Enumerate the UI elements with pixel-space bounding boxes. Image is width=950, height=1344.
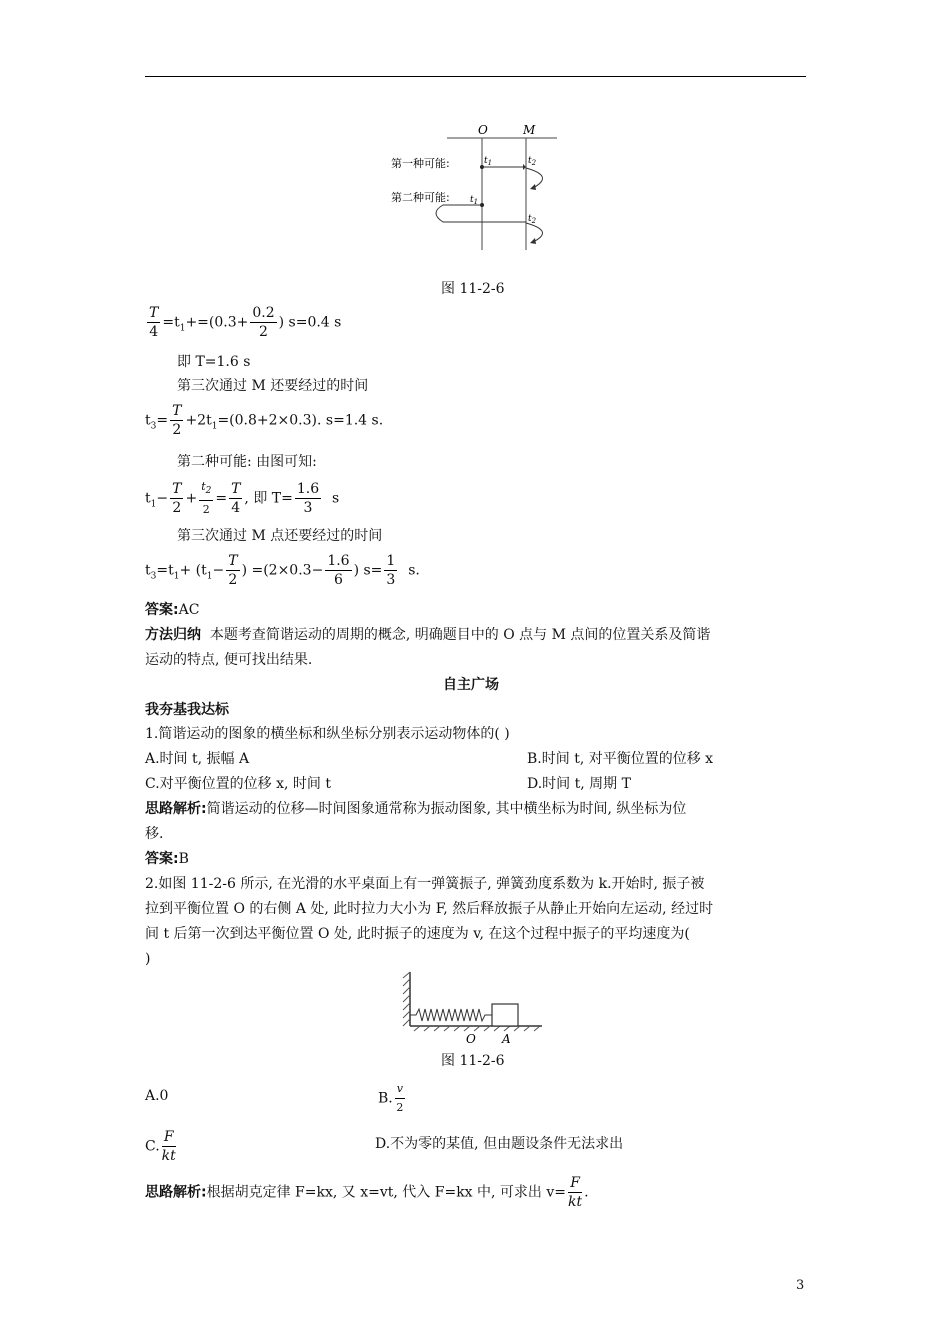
frac-02-2: $\frac{0.2}{2}$	[252, 305, 275, 340]
header-rule	[145, 76, 806, 77]
row1-turn-arrowhead	[530, 184, 536, 190]
row2-label: 第二种可能:	[391, 191, 450, 204]
solution-line-1: $\frac{T}{4}$ $=t_1+=(0.3+$ $\frac{0.2}{2}$ ) s=0.4 s	[149, 305, 342, 340]
q2-stem-line3: 间 t 后第一次到达平衡位置 O 处, 此时振子的速度为 v, 在这个过程中振子的平均速度为(	[145, 926, 690, 942]
solution-line-8: $t_3=t_1+ (t_1-$ $\frac{T}{2}$ ) =(2×0.3− $\frac{1.6}{6}$ ) s= $\frac{1}{3}$ s.	[145, 553, 420, 588]
figure2-caption: 图 11-2-6	[441, 1053, 505, 1069]
solution-line-3: 第三次通过 M 还要经过的时间	[177, 378, 369, 394]
label-O: O	[478, 123, 488, 137]
q2-stem-line1: 2.如图 11-2-6 所示, 在光滑的水平桌面上有一弹簧振子, 弹簧劲度系数为 k.开始时, 振子被	[145, 876, 705, 892]
label-M: M	[523, 123, 536, 137]
solution-line-7: 第三次通过 M 点还要经过的时间	[177, 528, 383, 544]
solution-line-2: 即 T=1.6 s	[177, 354, 251, 370]
q2-analysis: 思路解析:根据胡克定律 F=kx, 又 x=vt, 代入 F=kx 中, 可求出 v= $\frac{F}{kt}$ .	[145, 1175, 589, 1210]
answer1: 答案:AC	[145, 602, 200, 618]
label-O: O	[466, 1032, 476, 1046]
solution-line-6: $t_1-$ $\frac{T}{2}$ + $\frac{t_2}{2}$ = $\frac{T}{4}$ , 即 T= $\frac{1.6}{3}$ s	[145, 480, 340, 517]
page-number: 3	[796, 1278, 805, 1293]
q2-stem-line2: 拉到平衡位置 O 的右侧 A 处, 此时拉力大小为 F, 然后释放振子从静止开始向左运动, 经过时	[145, 901, 714, 917]
q2-option-d: D.不为零的某值, 但由题设条件无法求出	[375, 1136, 624, 1152]
row2-turn-arrowhead	[530, 238, 536, 244]
q2-option-c: C. $\frac{F}{kt}$	[145, 1129, 176, 1164]
solution-line-5: 第二种可能: 由图可知:	[177, 454, 317, 470]
q1-analysis-line1: 思路解析:简谐运动的位移—时间图象通常称为振动图象, 其中横坐标为时间, 纵坐标为位	[145, 801, 687, 817]
figure-timeline-diagram	[385, 118, 575, 253]
q2-option-a: A.0	[145, 1088, 169, 1104]
q1-option-a: A.时间 t, 振幅 A	[145, 751, 250, 767]
label-A: A	[502, 1032, 511, 1046]
q1-option-d: D.时间 t, 周期 T	[527, 776, 631, 792]
row2-t1: $t_1$	[470, 195, 479, 206]
q2-option-b: B. $\frac{v}{2}$	[378, 1082, 404, 1114]
q1-option-b: B.时间 t, 对平衡位置的位移 x	[527, 751, 714, 767]
spring-oscillator-figure	[400, 968, 550, 1048]
q1-analysis-line2: 移.	[145, 826, 164, 842]
q1-stem: 1.简谐运动的图象的横坐标和纵坐标分别表示运动物体的( )	[145, 726, 510, 742]
row2-left-loop	[436, 205, 526, 222]
method-summary-line1: 方法归纳 本题考查简谐运动的周期的概念, 明确题目中的 O 点与 M 点间的位置关系及简谐	[145, 627, 711, 643]
q2-stem-line4: )	[145, 951, 151, 967]
spring	[410, 1009, 492, 1021]
row1-t2: $t_2$	[528, 156, 537, 167]
wall-hatch	[403, 972, 410, 1026]
q1-answer: 答案:B	[145, 851, 189, 867]
frac-T-4: $\frac{T}{4}$	[149, 305, 159, 340]
section-title: 自主广场	[443, 677, 499, 693]
subsection-title: 我夯基我达标	[145, 702, 229, 718]
row2-t2: $t_2$	[528, 214, 537, 225]
q1-option-c: C.对平衡位置的位移 x, 时间 t	[145, 776, 331, 792]
row1-label: 第一种可能:	[391, 157, 450, 170]
row1-t1: $t_1$	[484, 156, 493, 167]
method-summary-line2: 运动的特点, 便可找出结果.	[145, 652, 313, 668]
solution-line-4: $t_3=$ $\frac{T}{2}$ $+2t_1=(0.8+2\times 0.3)$. s=1.4 s.	[145, 403, 384, 438]
figure1-caption: 图 11-2-6	[441, 281, 505, 297]
block	[492, 1004, 518, 1026]
